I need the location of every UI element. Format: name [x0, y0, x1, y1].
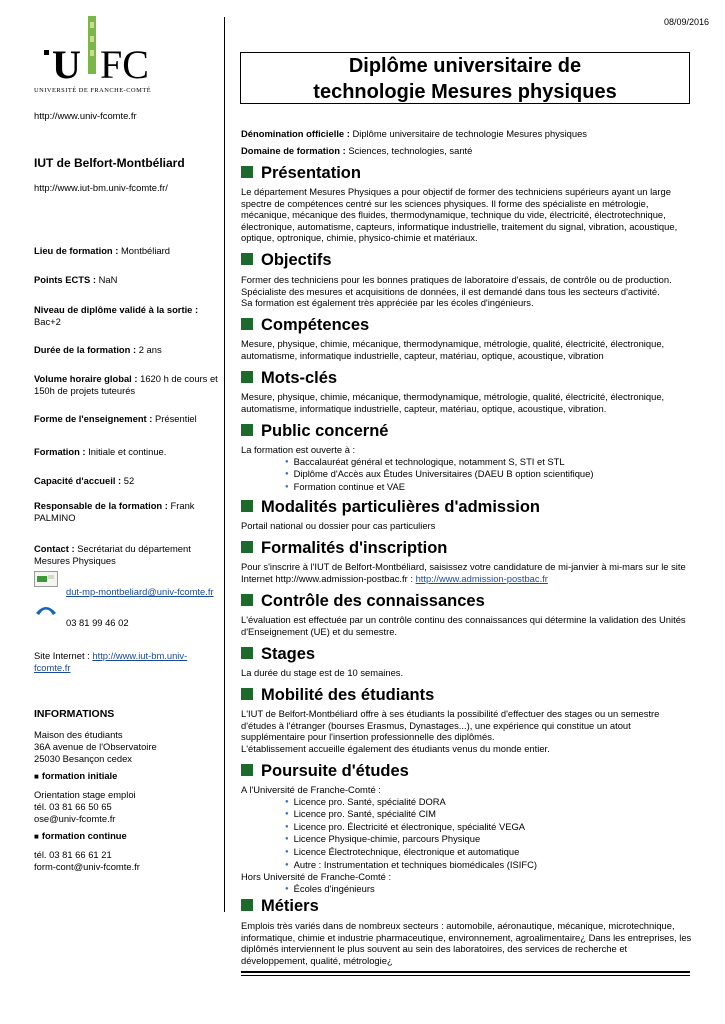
list-item: ● Diplôme d'Accès aux Études Universitaires (DAEU B option scientifique) [285, 468, 696, 481]
metiers-text: Emplois très variés dans de nombreux secteurs : automobile, aéronautique, mécanique, microtechnique, informatique, chimie et industrie pharmaceutique, environnement, agroalimentaire¿ Dans les entreprises, les diplômés interviennent le plus souvent au sein des laboratoires, des services de recherche et développement, qualité, métrologie¿ [241, 920, 692, 966]
formation-continue-title: ■ formation continue [34, 830, 127, 841]
formation-type: Formation : Initiale et continue. [34, 446, 167, 457]
list-item: ● Formation continue et VAE [285, 481, 696, 494]
site-link[interactable]: http://www.iut-bm.univ-fcomte.fr [34, 650, 188, 673]
stages-text: La durée du stage est de 10 semaines. [241, 667, 404, 678]
section-poursuite: Poursuite d'études [241, 762, 409, 780]
list-item: ● Autre : Instrumentation et techniques biomédicales (ISIFC) [285, 859, 696, 872]
domaine: Domaine de formation : Sciences, technologies, santé [241, 145, 473, 156]
list-item: ● Licence pro. Électricité et électronique, spécialité VEGA [285, 821, 696, 834]
lieu-formation: Lieu de formation : Montbéliard [34, 245, 170, 256]
poursuite-list [241, 796, 696, 872]
section-stages: Stages [241, 645, 315, 663]
admission-postbac-link[interactable]: http://www.admission-postbac.fr [415, 572, 548, 584]
volume-horaire: Volume horaire global : 1620 h de cours et 150h de projets tuteurés [34, 373, 218, 396]
contact-phone: 03 81 99 46 02 [66, 617, 129, 628]
site-internet: Site Internet : http://www.iut-bm.univ-fcomte.fr [34, 650, 188, 673]
duree-formation: Durée de la formation : 2 ans [34, 344, 162, 355]
section-formalites: Formalités d'inscription [241, 539, 447, 557]
list-item: ● Baccalauréat général et technologique, notamment S, STI et STL [285, 456, 696, 469]
objectifs-text: Former des techniciens pour les bonnes pratiques de laboratoire d'essais, de contrôle ou de production. Spécialiste des mesures et acquisitions de données, il est demandé dans tous les secteurs d'activité. Sa formation est également très appréciée par les écoles d'ingénieurs. [241, 274, 672, 309]
section-mots-cles: Mots-clés [241, 369, 337, 387]
section-objectifs: Objectifs [241, 251, 332, 269]
svg-text:U: U [52, 42, 81, 87]
ufc-logo [42, 16, 182, 98]
section-presentation: Présentation [241, 164, 361, 182]
mobilite-text: L'IUT de Belfort-Montbéliard offre à ses étudiants la possibilité d'effectuer des stages ou un semestre d'études à l'étranger (bourses Erasmus, Dynastages...), une expérience qui constitue un atout supplémentaire pour l'insertion professionnelle des diplômés. L'établissement accueille également des étudiants venus du monde entier. [241, 708, 660, 754]
footer-rule [241, 971, 690, 973]
presentation-text: Le département Mesures Physiques a pour objectif de former des techniciens supérieurs ayant un large spectre de compétences centré sur les sciences physiques. Il forme des spécialiste en métrologie, mécanique, mécanique des fluides, thermodynamique, technique du vide, électricité, électrotechnique, électronique, automatisme, capteurs, informatique industrielle, traitement du signal, vibration, acoustique, optique, optronique, chimie, physico-chimie et matériaux. [241, 186, 678, 244]
poursuite-text: A l'Université de Franche-Comté : ● Licence pro. Santé, spécialité DORA ● Licence pro. Santé, spécialité CIM ● Licence pro. Électricité et électronique, spécialité VEGA ● Licence Physique-chimie, parcours Physique ● Licence Électrotechnique, électronique et automatique ● Autre : Instrumentation et techniques biomédicales (ISIFC) Hors Université de Franche-Comté : ● Écoles d'ingénieurs [241, 784, 696, 895]
informations-address: Maison des étudiants 36A avenue de l'Observatoire 25030 Besançon cedex [34, 729, 157, 764]
capacite-accueil: Capacité d'accueil : 52 [34, 475, 135, 486]
competences-text: Mesure, physique, chimie, mécanique, thermodynamique, métrologie, qualité, électricité, électronique, automatisme, informatique industrielle, capteur, matériau, optique, acoustique, vibration [241, 338, 665, 361]
modalites-text: Portail national ou dossier pour cas particuliers [241, 520, 436, 531]
formation-initiale-title: ■ formation initiale [34, 770, 118, 781]
list-item: ● Licence pro. Santé, spécialité DORA [285, 796, 696, 809]
list-item: ● Licence pro. Santé, spécialité CIM [285, 808, 696, 821]
contact-email[interactable]: dut-mp-montbeliard@univ-fcomte.fr [66, 586, 214, 597]
footer-rule-thin [241, 975, 690, 976]
section-metiers: Métiers [241, 897, 319, 915]
list-item: ● Licence Électrotechnique, électronique et automatique [285, 846, 696, 859]
list-item: ● Licence Physique-chimie, parcours Physique [285, 833, 696, 846]
section-competences: Compétences [241, 316, 369, 334]
column-divider [224, 17, 225, 912]
list-item: ● Écoles d'ingénieurs [285, 883, 696, 896]
formalites-text: Pour s'inscrire à l'IUT de Belfort-Montbéliard, saisissez votre candidature de mi-janvier à mi-mars sur le site Internet http://www.admission-postbac.fr : http://www.admission-postbac.fr [241, 561, 686, 584]
email-icon [34, 571, 58, 587]
section-controle: Contrôle des connaissances [241, 592, 485, 610]
informations-title: INFORMATIONS [34, 708, 115, 720]
section-mobilite: Mobilité des étudiants [241, 686, 434, 704]
logo-subtitle: UNIVERSITÉ DE FRANCHE-COMTÉ [34, 87, 152, 94]
section-modalites: Modalités particulières d'admission [241, 498, 540, 516]
public-text: La formation est ouverte à : ● Baccalauréat général et technologique, notamment S, STI et STL ● Diplôme d'Accès aux Études Universitaires (DAEU B option scientifique) ● Formation continue et VAE [241, 444, 696, 493]
section-public: Public concerné [241, 422, 388, 440]
svg-text:FC: FC [100, 42, 149, 87]
public-list [241, 456, 696, 494]
responsable: Responsable de la formation : Frank PALMINO [34, 500, 195, 523]
controle-text: L'évaluation est effectuée par un contrôle continu des connaissances qui détermine la validation des Unités d'Enseignement (UE) et du semestre. [241, 614, 686, 637]
formation-continue-info: tél. 03 81 66 61 21 form-cont@univ-fcomte.fr [34, 849, 140, 872]
iut-url[interactable]: http://www.iut-bm.univ-fcomte.fr/ [34, 182, 168, 193]
page-title: Diplôme universitaire de technologie Mesures physiques [240, 52, 690, 104]
print-date: 08/09/2016 [663, 17, 709, 27]
points-ects: Points ECTS : NaN [34, 274, 118, 285]
phone-icon [34, 602, 58, 618]
mots-cles-text: Mesure, physique, chimie, mécanique, thermodynamique, métrologie, qualité, électricité, électronique, automatisme, informatique industrielle, capteur, matériau, optique, acoustique, vibration. [241, 391, 665, 414]
poursuite-hors-list [241, 883, 696, 896]
iut-name: IUT de Belfort-Montbéliard [34, 156, 185, 170]
univ-url[interactable]: http://www.univ-fcomte.fr [34, 110, 137, 121]
denomination: Dénomination officielle : Diplôme universitaire de technologie Mesures physiques [241, 128, 587, 139]
niveau-diplome: Niveau de diplôme validé à la sortie : Bac+2 [34, 304, 199, 327]
contact: Contact : Secrétariat du département Mesures Physiques [34, 543, 191, 566]
forme-enseignement: Forme de l'enseignement : Présentiel [34, 413, 197, 424]
formation-initiale-info: Orientation stage emploi tél. 03 81 66 50 65 ose@univ-fcomte.fr [34, 789, 136, 824]
